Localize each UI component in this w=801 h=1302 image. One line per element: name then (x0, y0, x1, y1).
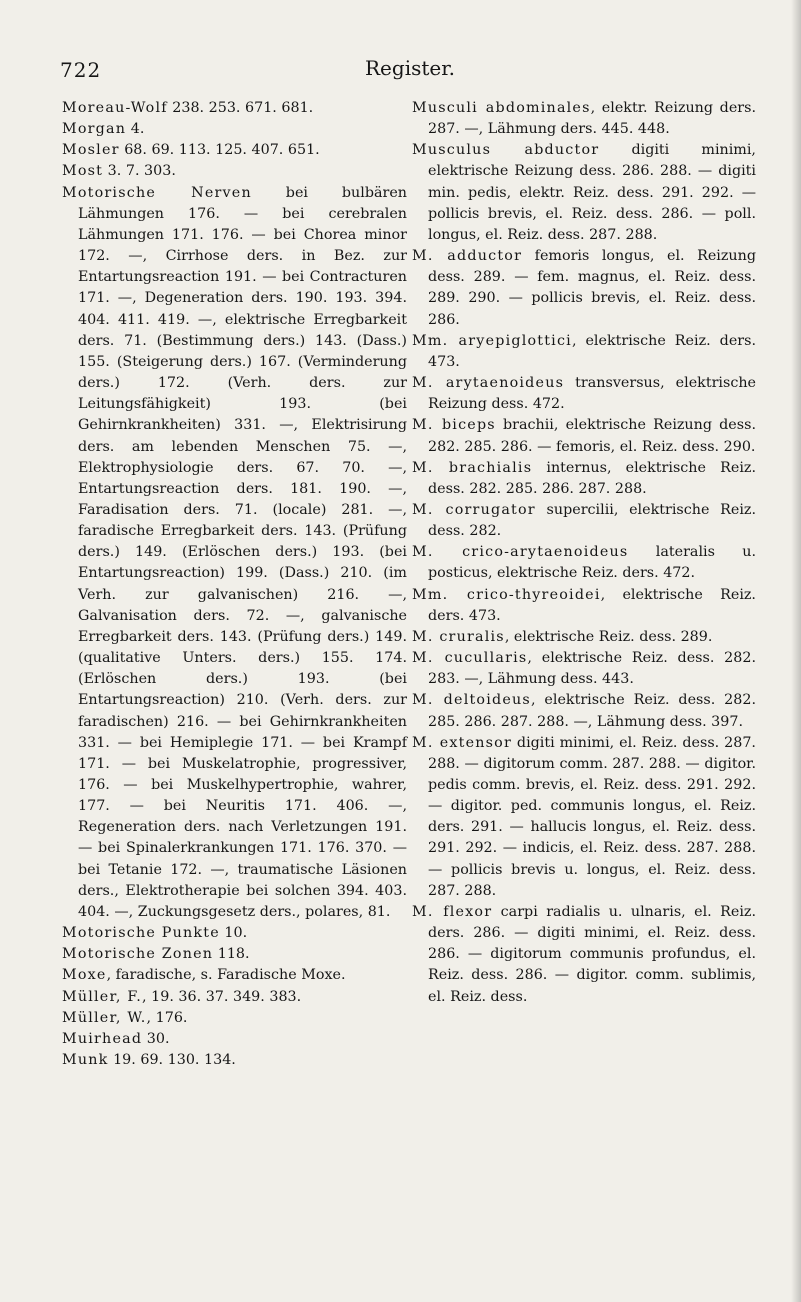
index-entry (62, 987, 407, 1008)
index-entry (412, 585, 756, 627)
index-entry (62, 183, 407, 923)
index-entry-headword: M. corrugator (412, 501, 536, 518)
index-entry-headword: Mosler (62, 142, 120, 159)
index-entry-headword: Müller, W. (62, 1009, 147, 1026)
index-entry-references: 19. 69. 130. 134. (108, 1052, 236, 1069)
index-entry (62, 1050, 407, 1071)
index-entry-references: 3. 7. 303. (103, 163, 176, 180)
index-entry-headword: Muirhead (62, 1030, 143, 1047)
index-entry-headword: Most (62, 163, 104, 180)
index-entry-references: , elektr. Reizung ders. 287. —, Lähmung ders. 445. 448. (428, 100, 756, 138)
index-entry (412, 690, 756, 732)
index-entry (412, 500, 756, 542)
index-entry-references: bei bulbären Lähmungen 176. — bei cerebralen Lähmungen 171. 176. — bei Chorea minor 172. —, Cirrhose ders. in Bez. zur Entartungsreaction 191. — bei Contracturen 171. —, Degeneration ders. 190. 193. 394. 404. 411. 419. —, elektrische Erregbarkeit ders. 71. (Bestimmung ders.) 143. (Dass.) 155. (Steigerung ders.) 167. (Verminderung ders.) 172. (Verh. ders. zur Leitungsfähigkeit) 193. (bei Gehirnkrankheiten) 331. —, Elektrisirung ders. am lebenden Menschen 75. —, Elektrophysiologie ders. 67. 70. —, Entartungsreaction ders. 181. 190. —, Faradisation ders. 71. (locale) 281. —, faradische Erregbarkeit ders. 143. (Prüfung ders.) 149. (Erlöschen ders.) 193. (bei Entartungsreaction) 199. (Dass.) 210. (im Verh. zur galvanischen) 216. —, Galvanisation ders. 72. —, galvanische Erregbarkeit ders. 143. (Prüfung ders.) 149. (qualitative Unters. ders.) 155. 174. (Erlöschen ders.) 193. (bei Entartungsreaction) 210. (Verh. ders. zur faradischen) 216. — bei Gehirnkrankheiten 331. — bei Hemiplegie 171. — bei Krampf 171. — bei Muskelatrophie, progressiver, 176. — bei Muskelhypertrophie, wahrer, 177. — bei Neuritis 171. 406. —, Regeneration ders. nach Verletzungen 191. — bei Spinalerkrankungen 171. 176. 370. — bei Tetanie 172. —, traumatische Läsionen ders., Elektrotherapie bei solchen 394. 403. 404. —, Zuckungsgesetz ders., polares, 81. (78, 184, 408, 920)
index-entry (62, 923, 407, 944)
index-entry (62, 944, 407, 965)
index-entry-headword: Moxe (62, 967, 107, 984)
index-entry-headword: Motorische Nerven (62, 184, 252, 201)
index-entry-references: femoris longus, el. Reizung dess. 289. — fem. magnus, el. Reiz. dess. 289. 290. — pollicis brevis, el. Reiz. dess. 286. (428, 248, 756, 328)
index-entry (62, 161, 407, 182)
index-entry-headword: M. extensor (412, 734, 513, 751)
index-entry-references: brachii, elektrische Reizung dess. 282. 285. 286. — femoris, el. Reiz. dess. 290. (428, 417, 756, 455)
index-entry (412, 627, 756, 648)
index-entry-headword: Morgan (62, 121, 127, 138)
index-entry-headword: M. brachialis (412, 459, 533, 476)
index-entry-references: , 19. 36. 37. 349. 383. (142, 988, 302, 1005)
index-entry-headword: M. crico-arytaenoideus (412, 544, 629, 561)
index-entry-headword: M. deltoideus (412, 692, 531, 709)
index-entry-headword: M. cruralis (412, 628, 505, 645)
index-entry-references: internus, elektrische Reiz. dess. 282. 285. 286. 287. 288. (428, 459, 756, 497)
page-edge-shadow (791, 0, 801, 1302)
index-entry (62, 965, 407, 986)
index-entry-references: 30. (142, 1030, 170, 1047)
index-entry-references: 68. 69. 113. 125. 407. 651. (119, 142, 320, 159)
index-entry-headword: M. flexor (412, 903, 493, 920)
index-entry-headword: Mm. crico-thyreoidei (412, 586, 601, 603)
index-entry-headword: M. adductor (412, 248, 523, 265)
index-entry-references: , elektrische Reiz. ders. 473. (428, 332, 756, 370)
running-head: Register. (365, 56, 455, 80)
index-entry (412, 648, 756, 690)
index-entry (412, 373, 756, 415)
index-entry-headword: M. cucullaris (412, 650, 528, 667)
index-entry-headword: Munk (62, 1052, 109, 1069)
index-entry-headword: Motorische Zonen (62, 946, 214, 963)
index-entry (62, 98, 407, 119)
index-entry (62, 1029, 407, 1050)
index-entry (412, 331, 756, 373)
index-entry (412, 415, 756, 457)
index-entry-headword: Musculus abductor (412, 142, 600, 159)
index-entry-headword: M. arytaenoideus (412, 375, 565, 392)
index-entry-headword: Müller, F. (62, 988, 143, 1005)
index-entry (412, 542, 756, 584)
index-entry (412, 902, 756, 1008)
index-entry (412, 140, 756, 246)
index-entry-references: , elektrische Reiz. ders. 473. (428, 586, 756, 624)
index-entry (412, 733, 756, 902)
index-entry-references: , elektrische Reiz. dess. 282. 285. 286. 287. 288. —, Lähmung dess. 397. (428, 692, 756, 730)
index-column-left (62, 98, 407, 1071)
index-entry-headword: Motorische Punkte (62, 925, 220, 942)
index-entry-references: , faradische, s. Faradische Moxe. (106, 967, 346, 984)
index-entry-references: , elektrische Reiz. dess. 282. 283. —, Lähmung dess. 443. (428, 650, 756, 688)
index-entry-references: 4. (126, 121, 145, 138)
index-entry-headword: Mm. aryepiglottici (412, 332, 572, 349)
index-entry-references: transversus, elektrische Reizung dess. 472. (428, 375, 756, 413)
index-entry-references: , 176. (146, 1009, 188, 1026)
index-entry-references: supercilii, elektrische Reiz. dess. 282. (428, 501, 756, 540)
index-entry-references: digiti minimi, el. Reiz. dess. 287. 288. — digitorum comm. 287. 288. — digitor. pedis comm. brevis, el. Reiz. dess. 291. 292. — digitor. ped. communis longus, el. Reiz. ders. 291. — hallucis longus, el. Reiz. dess. 291. 292. — indicis, el. Reiz. dess. 287. 288. — pollicis brevis u. longus, el. Reiz. dess. 287. 288. (428, 734, 756, 899)
index-entry-headword: M. biceps (412, 417, 496, 434)
index-entry-references: , elektrische Reiz. dess. 289. (504, 628, 713, 645)
index-entry-references: 10. (219, 925, 248, 942)
index-entry-references: digiti minimi, elektrische Reizung dess. 286. 288. — digiti min. pedis, elektr. Reiz. dess. 291. 292. — pollicis brevis, el. Reiz. dess. 286. — poll. longus, el. Reiz. dess. 287. 288. (428, 142, 756, 243)
index-entry-references: carpi radialis u. ulnaris, el. Reiz. ders. 286. — digiti minimi, el. Reiz. dess. 286. — digitorum communis profundus, el. Reiz. dess. 286. — digitor. comm. sublimis, el. Reiz. dess. (428, 903, 757, 1005)
page-number: 722 (60, 58, 102, 82)
index-entry-headword: Musculi abdominales (412, 100, 591, 116)
index-entry (412, 458, 756, 500)
index-entry (62, 140, 407, 161)
index-entry-references: 118. (213, 946, 250, 963)
index-entry-references: 238. 253. 671. 681. (167, 100, 314, 116)
index-entry-references: lateralis u. posticus, elektrische Reiz. ders. 472. (428, 544, 756, 582)
index-entry-headword: Moreau-Wolf (62, 100, 168, 116)
index-entry (62, 1008, 407, 1029)
index-entry (62, 119, 407, 140)
index-entry (412, 98, 756, 140)
index-column-right (412, 98, 756, 1008)
index-entry (412, 246, 756, 331)
